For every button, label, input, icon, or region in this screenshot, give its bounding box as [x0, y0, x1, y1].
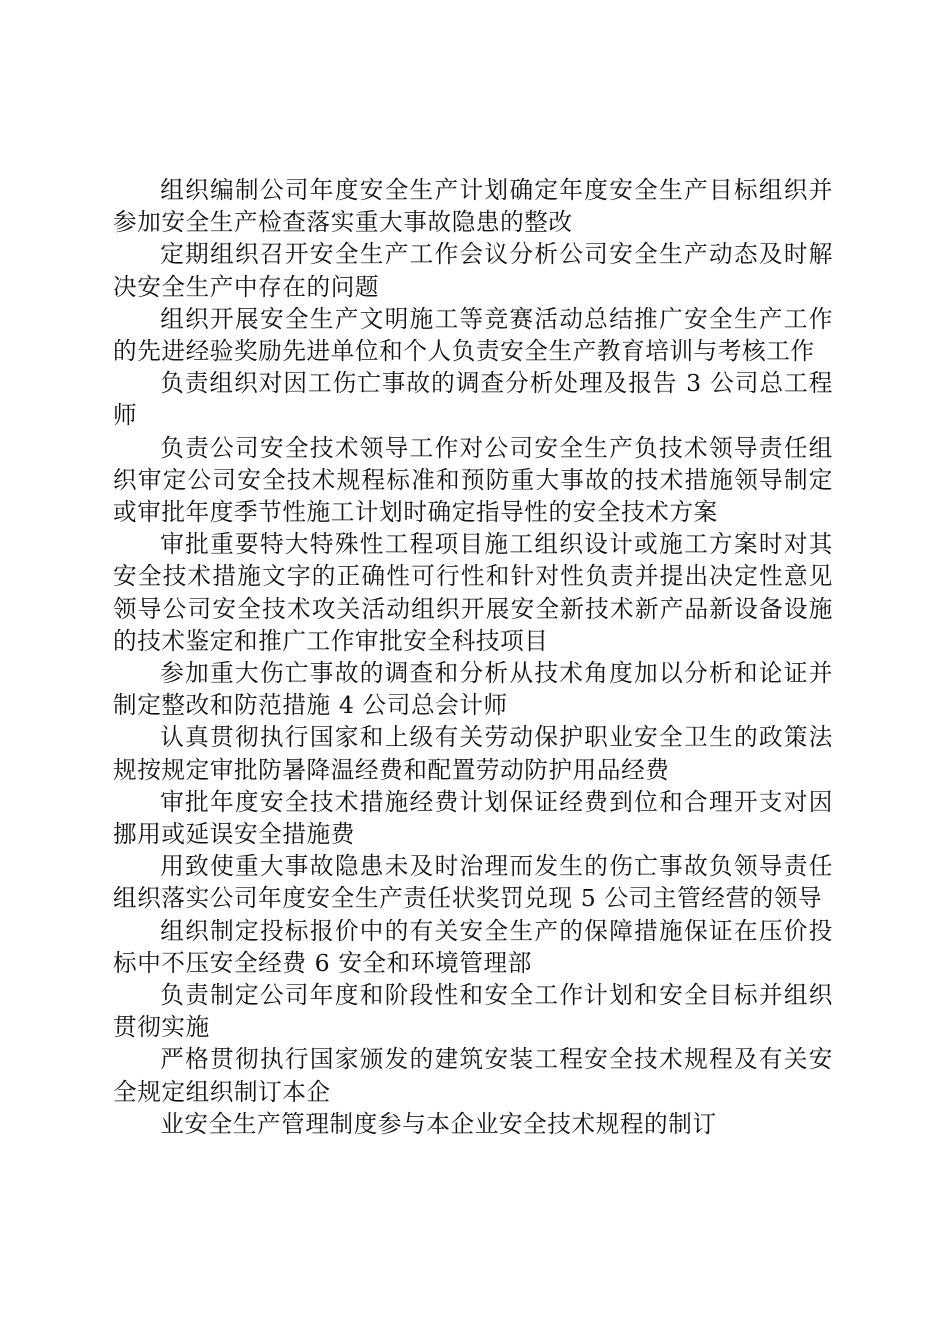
- paragraph-6: 审批重要特大特殊性工程项目施工组织设计或施工方案时对其安全技术措施文字的正确性可行性和针对性负责并提出决定性意见领导公司安全技术攻关活动组织开展安全新技术新产品新设备设施的技术鉴定和推广工作审批安全科技项目: [113, 530, 833, 655]
- paragraph-14: 业安全生产管理制度参与本企业安全技术规程的制订: [160, 1109, 717, 1138]
- paragraph-1: 组织编制公司年度安全生产计划确定年度安全生产目标组织并参加安全生产检查落实重大事故隐患的整改: [113, 176, 833, 237]
- paragraph-7: 参加重大伤亡事故的调查和分析从技术角度加以分析和论证并制定整改和防范措施 4 公司总会计师: [113, 659, 833, 720]
- paragraph-11: 组织制定投标报价中的有关安全生产的保障措施保证在压价投标中不压安全经费 6 安全和环境管理部: [113, 916, 833, 977]
- paragraph-4: 负责组织对因工伤亡事故的调查分析处理及报告 3 公司总工程师: [113, 369, 833, 430]
- paragraph-2: 定期组织召开安全生产工作会议分析公司安全生产动态及时解决安全生产中存在的问题: [113, 240, 833, 301]
- paragraph-3: 组织开展安全生产文明施工等竞赛活动总结推广安全生产工作的先进经验奖励先进单位和个人负责安全生产教育培训与考核工作: [113, 304, 833, 366]
- document-body: [113, 174, 833, 1140]
- paragraph-8: 认真贯彻执行国家和上级有关劳动保护职业安全卫生的政策法规按规定审批防暑降温经费和配置劳动防护用品经费: [113, 723, 833, 784]
- paragraph-12: 负责制定公司年度和阶段性和安全工作计划和安全目标并组织贯彻实施: [113, 981, 833, 1042]
- paragraph-13: 严格贯彻执行国家颁发的建筑安装工程安全技术规程及有关安全规定组织制订本企: [113, 1045, 833, 1106]
- paragraph-9: 审批年度安全技术措施经费计划保证经费到位和合理开支对因挪用或延误安全措施费: [113, 787, 833, 849]
- paragraph-10: 用致使重大事故隐患未及时治理而发生的伤亡事故负领导责任组织落实公司年度安全生产责任状奖罚兑现 5 公司主管经营的领导: [113, 852, 833, 913]
- paragraph-5: 负责公司安全技术领导工作对公司安全生产负技术领导责任组织审定公司安全技术规程标准和预防重大事故的技术措施领导制定或审批年度季节性施工计划时确定指导性的安全技术方案: [113, 433, 833, 527]
